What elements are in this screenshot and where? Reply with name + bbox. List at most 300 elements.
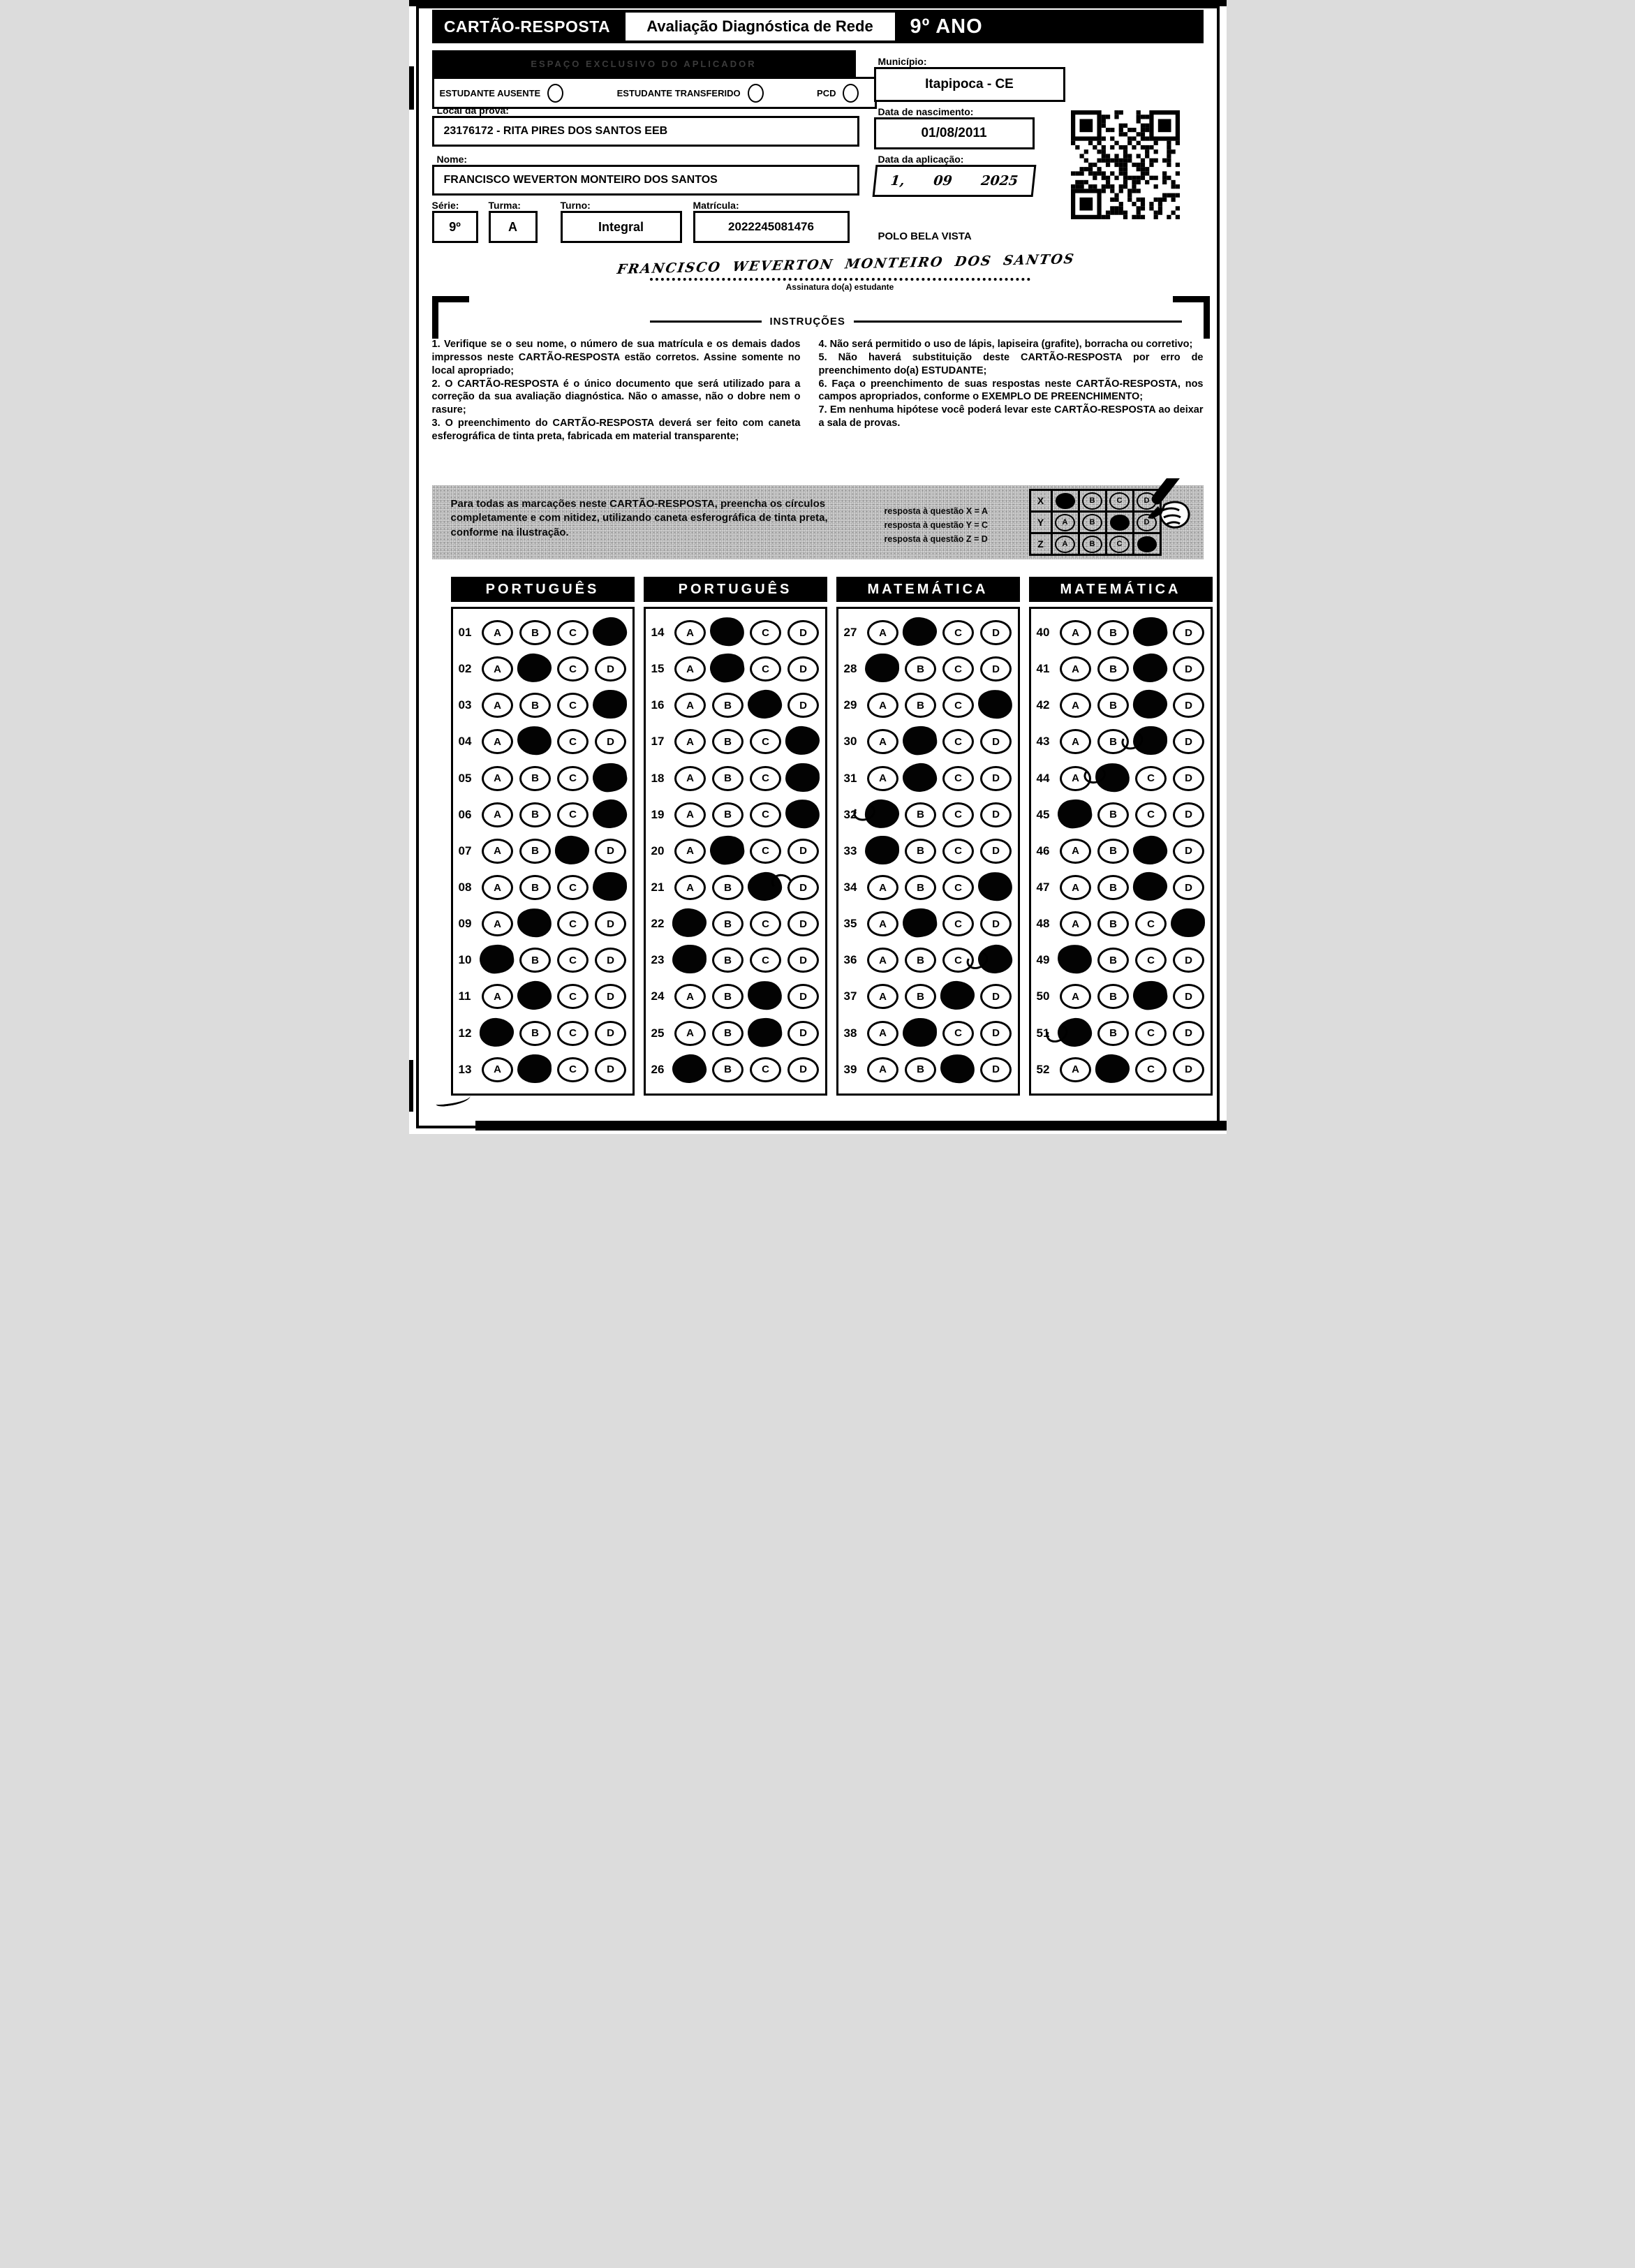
question-row-16 [651,693,822,718]
bubble-21-B[interactable]: B [712,875,743,900]
bubble-03-B[interactable]: B [519,693,551,718]
bubble-22-A[interactable] [674,911,706,936]
question-row-48 [1037,911,1208,936]
bubble-19-D[interactable] [787,802,819,827]
question-number: 23 [651,953,665,967]
bubble-33-A[interactable] [867,839,898,864]
bubble-45-B[interactable]: B [1097,802,1129,827]
bubble-16-D[interactable]: D [787,693,819,718]
bubble-49-B[interactable]: B [1097,948,1129,973]
bubble-26-B[interactable]: B [712,1057,743,1082]
example-cell [1051,513,1078,532]
bubble-03-C[interactable]: C [557,693,589,718]
bubble-15-D[interactable]: D [787,656,819,682]
bubble-14-C[interactable]: C [750,620,781,645]
bubble-39-A[interactable]: A [867,1057,898,1082]
matricula-field [693,211,850,243]
bubble-13-B[interactable] [519,1057,551,1082]
bubble-07-D[interactable]: D [595,839,626,864]
bubble-37-A[interactable]: A [867,984,898,1009]
bubble-43-C[interactable] [1135,729,1167,754]
pen-mark [517,1054,552,1084]
bubble-18-A[interactable]: A [674,766,706,791]
bubble-24-B[interactable]: B [712,984,743,1009]
question-number: 50 [1036,989,1050,1003]
bubble-22-D[interactable]: D [787,911,819,936]
bubble-09-B[interactable] [519,911,551,936]
bubble-46-C[interactable] [1135,839,1167,864]
bubble-48-C[interactable]: C [1135,911,1167,936]
bubble-36-D[interactable] [980,948,1012,973]
bubble-02-A[interactable]: A [482,656,513,682]
pen-mark [1131,979,1169,1012]
bubble-42-A[interactable]: A [1060,693,1091,718]
bubble-29-B[interactable]: B [905,693,936,718]
bubble-35-B[interactable] [905,911,936,936]
bubble-28-A[interactable] [867,656,898,682]
bubble-12-C[interactable]: C [557,1021,589,1046]
bubble-05-D[interactable] [595,766,626,791]
bubble-14-A[interactable]: A [674,620,706,645]
bubble-20-D[interactable]: D [787,839,819,864]
bubble-38-B[interactable] [905,1021,936,1046]
question-row-09 [459,911,630,936]
bubble-04-C[interactable]: C [557,729,589,754]
question-row-45 [1037,802,1208,827]
bubble-17-C[interactable]: C [750,729,781,754]
bubble-36-A[interactable]: A [867,948,898,973]
bubble-35-D[interactable]: D [980,911,1012,936]
answer-section-title: MATEMÁTICA [1029,577,1213,602]
status-option-circle[interactable] [547,84,563,103]
bubble-42-D[interactable]: D [1173,693,1204,718]
bubble-04-A[interactable]: A [482,729,513,754]
nome-label: Nome: [436,154,468,165]
question-row-10 [459,948,630,973]
bubble-51-C[interactable]: C [1135,1021,1167,1046]
bubble-08-B[interactable]: B [519,875,551,900]
pen-mark [864,835,899,865]
bubble-44-C[interactable]: C [1135,766,1167,791]
bubble-32-A[interactable] [867,802,898,827]
example-cell [1078,491,1105,510]
bubble-28-D[interactable]: D [980,656,1012,682]
bubble-12-B[interactable]: B [519,1021,551,1046]
bubble-25-B[interactable]: B [712,1021,743,1046]
bubble-49-A[interactable] [1060,948,1091,973]
pen-mark [1132,689,1169,720]
bubble-23-B[interactable]: B [712,948,743,973]
bubble-31-C[interactable]: C [942,766,974,791]
question-number: 45 [1036,807,1050,821]
bubble-30-A[interactable]: A [867,729,898,754]
bubble-40-B[interactable]: B [1097,620,1129,645]
answer-section-1 [451,577,635,1096]
bubble-44-D[interactable]: D [1173,766,1204,791]
bubble-38-A[interactable]: A [867,1021,898,1046]
local-field [432,116,859,147]
bubble-05-B[interactable]: B [519,766,551,791]
bubble-31-B[interactable] [905,766,936,791]
pen-mark [478,943,515,975]
bubble-25-C[interactable] [750,1021,781,1046]
bubble-47-C[interactable] [1135,875,1167,900]
question-row-49 [1037,948,1208,973]
bubble-49-D[interactable]: D [1173,948,1204,973]
status-option-circle[interactable] [748,84,764,103]
bubble-23-C[interactable]: C [750,948,781,973]
bubble-50-B[interactable]: B [1097,984,1129,1009]
bubble-07-C[interactable] [557,839,589,864]
rule-line [650,321,762,323]
pen-mark [1131,615,1169,648]
bubble-52-D[interactable]: D [1173,1057,1204,1082]
bubble-46-B[interactable]: B [1097,839,1129,864]
question-row-04 [459,729,630,754]
bubble-44-A[interactable]: A [1060,766,1091,791]
bubble-49-C[interactable]: C [1135,948,1167,973]
bubble-24-A[interactable]: A [674,984,706,1009]
turno-value: Integral [598,219,644,234]
bubble-07-A[interactable]: A [482,839,513,864]
bubble-11-A[interactable]: A [482,984,513,1009]
bubble-37-D[interactable]: D [980,984,1012,1009]
bubble-11-C[interactable]: C [557,984,589,1009]
pen-mark [1056,1017,1093,1048]
pen-mark [516,906,554,939]
bubble-29-C[interactable]: C [942,693,974,718]
bubble-16-C[interactable] [750,693,781,718]
pen-mark [591,760,628,793]
bubble-24-C[interactable] [750,984,781,1009]
status-option-label: ESTUDANTE AUSENTE [439,87,541,98]
bubble-01-D[interactable] [595,620,626,645]
question-row-41 [1037,656,1208,682]
bubble-36-B[interactable]: B [905,948,936,973]
question-number: 33 [843,844,857,857]
bubble-16-A[interactable]: A [674,693,706,718]
bubble-04-D[interactable]: D [595,729,626,754]
bubble-41-B[interactable]: B [1097,656,1129,682]
bubble-02-C[interactable]: C [557,656,589,682]
bubble-48-A[interactable]: A [1060,911,1091,936]
bubble-13-A[interactable]: A [482,1057,513,1082]
bubble-09-D[interactable]: D [595,911,626,936]
bubble-23-D[interactable]: D [787,948,819,973]
example-row-label: Y [1037,517,1044,528]
bubble-31-D[interactable]: D [980,766,1012,791]
bubble-42-B[interactable]: B [1097,693,1129,718]
question-row-28 [844,656,1015,682]
bubble-47-B[interactable]: B [1097,875,1129,900]
bubble-46-D[interactable]: D [1173,839,1204,864]
pen-mark [902,616,938,647]
bubble-16-B[interactable]: B [712,693,743,718]
bubble-46-A[interactable]: A [1060,839,1091,864]
bubble-34-C[interactable]: C [942,875,974,900]
bubble-48-B[interactable]: B [1097,911,1129,936]
bubble-17-B[interactable]: B [712,729,743,754]
question-number: 48 [1036,917,1050,931]
bubble-43-A[interactable]: A [1060,729,1091,754]
question-number: 06 [458,807,472,821]
bubble-50-D[interactable]: D [1173,984,1204,1009]
aplicacao-handwritten-part: 09 [932,173,953,189]
question-number: 43 [1036,735,1050,749]
signature-handwritten: FRANCISCO WEVERTON MONTEIRO DOS SANTOS [615,251,1076,277]
bubble-45-C[interactable]: C [1135,802,1167,827]
bubble-51-A[interactable] [1060,1021,1091,1046]
bubble-26-A[interactable] [674,1057,706,1082]
bubble-06-C[interactable]: C [557,802,589,827]
pen-mark [746,980,784,1012]
bubble-31-A[interactable]: A [867,766,898,791]
bubble-10-D[interactable]: D [595,948,626,973]
answer-section-3 [836,577,1020,1096]
bubble-33-B[interactable]: B [905,839,936,864]
bubble-20-A[interactable]: A [674,839,706,864]
question-number: 51 [1036,1026,1050,1040]
bubble-51-D[interactable]: D [1173,1021,1204,1046]
bubble-29-A[interactable]: A [867,693,898,718]
municipio-label: Município: [878,56,927,67]
bubble-02-B[interactable] [519,656,551,682]
bubble-27-A[interactable]: A [867,620,898,645]
bubble-33-D[interactable]: D [980,839,1012,864]
bubble-01-C[interactable]: C [557,620,589,645]
serie-value: 9º [449,219,461,234]
bubble-17-D[interactable] [787,729,819,754]
pen-mark [591,798,628,830]
question-number: 40 [1036,626,1050,640]
bubble-39-B[interactable]: B [905,1057,936,1082]
bubble-09-A[interactable]: A [482,911,513,936]
instructions-title: INSTRUÇÕES [769,316,845,327]
question-row-34 [844,875,1015,900]
bubble-14-D[interactable]: D [787,620,819,645]
bubble-09-C[interactable]: C [557,911,589,936]
question-number: 18 [651,771,665,785]
pen-mark [746,1015,783,1048]
example-cell [1078,534,1105,554]
pen-mark [1094,761,1132,794]
bubble-27-C[interactable]: C [942,620,974,645]
question-row-01 [459,620,630,645]
question-number: 21 [651,881,665,894]
bubble-17-A[interactable]: A [674,729,706,754]
bubble-36-C[interactable]: C [942,948,974,973]
bubble-06-B[interactable]: B [519,802,551,827]
bubble-37-C[interactable] [942,984,974,1009]
bubble-25-A[interactable]: A [674,1021,706,1046]
bubble-20-C[interactable]: C [750,839,781,864]
instructions-header [650,316,1182,327]
bubble-34-B[interactable]: B [905,875,936,900]
bubble-26-D[interactable]: D [787,1057,819,1082]
bubble-18-D[interactable] [787,766,819,791]
bubble-45-D[interactable]: D [1173,802,1204,827]
bubble-26-C[interactable]: C [750,1057,781,1082]
instruction-item: 2. O CARTÃO-RESPOSTA é o único documento que será utilizado para a correção da sua avaliação diagnóstica. Não o amasse, não o dobre nem o rasure; [431,378,801,416]
question-row-27 [844,620,1015,645]
bubble-27-B[interactable] [905,620,936,645]
question-number: 10 [458,953,472,967]
bubble-22-C[interactable]: C [750,911,781,936]
bubble-35-C[interactable]: C [942,911,974,936]
bubble-03-A[interactable]: A [482,693,513,718]
bubble-08-A[interactable]: A [482,875,513,900]
bubble-05-A[interactable]: A [482,766,513,791]
bubble-32-D[interactable]: D [980,802,1012,827]
bubble-40-C[interactable] [1135,620,1167,645]
example-bubble: B [1082,536,1102,553]
example-bubble: D [1137,514,1157,531]
bubble-52-A[interactable]: A [1060,1057,1091,1082]
bubble-01-A[interactable]: A [482,620,513,645]
pen-mark [1056,943,1094,975]
bubble-06-D[interactable] [595,802,626,827]
bubble-42-C[interactable] [1135,693,1167,718]
bubble-27-D[interactable]: D [980,620,1012,645]
bubble-50-C[interactable] [1135,984,1167,1009]
bubble-43-D[interactable]: D [1173,729,1204,754]
bubble-14-B[interactable] [712,620,743,645]
bubble-10-C[interactable]: C [557,948,589,973]
question-number: 19 [651,807,665,821]
question-number: 29 [843,698,857,712]
bubble-13-D[interactable]: D [595,1057,626,1082]
bubble-11-B[interactable] [519,984,551,1009]
bubble-41-D[interactable]: D [1173,656,1204,682]
matricula-label: Matrícula: [693,200,739,211]
bubble-11-D[interactable]: D [595,984,626,1009]
bubble-47-A[interactable]: A [1060,875,1091,900]
question-row-24 [651,984,822,1009]
question-row-30 [844,729,1015,754]
local-label: Local da prova: [436,105,509,116]
bubble-40-A[interactable]: A [1060,620,1091,645]
bubble-04-B[interactable] [519,729,551,754]
bubble-22-B[interactable]: B [712,911,743,936]
nascimento-field [874,117,1035,149]
bubble-19-B[interactable]: B [712,802,743,827]
bubble-45-A[interactable] [1060,802,1091,827]
bubble-30-B[interactable] [905,729,936,754]
example-cell [1078,513,1105,532]
bubble-28-C[interactable]: C [942,656,974,682]
fill-example-banner [432,485,1204,559]
question-row-18 [651,766,822,791]
bubble-52-B[interactable] [1097,1057,1129,1082]
bubble-20-B[interactable] [712,839,743,864]
bubble-07-B[interactable]: B [519,839,551,864]
bubble-15-B[interactable] [712,656,743,682]
bubble-23-A[interactable] [674,948,706,973]
bubble-15-C[interactable]: C [750,656,781,682]
question-number: 47 [1036,881,1050,894]
status-option-circle[interactable] [843,84,859,103]
answer-card-page [409,0,1227,1134]
question-row-08 [459,875,630,900]
bubble-19-C[interactable]: C [750,802,781,827]
answer-section-title: MATEMÁTICA [836,577,1020,602]
bubble-13-C[interactable]: C [557,1057,589,1082]
pen-mark [1132,834,1168,866]
bubble-05-C[interactable]: C [557,766,589,791]
bubble-51-B[interactable]: B [1097,1021,1129,1046]
bubble-50-A[interactable]: A [1060,984,1091,1009]
question-number: 22 [651,917,665,931]
bubble-34-D[interactable] [980,875,1012,900]
pen-mark [785,763,820,793]
bubble-08-C[interactable]: C [557,875,589,900]
bubble-10-A[interactable] [482,948,513,973]
bubble-06-A[interactable]: A [482,802,513,827]
bubble-08-D[interactable] [595,875,626,900]
bubble-21-D[interactable]: D [787,875,819,900]
bubble-43-B[interactable]: B [1097,729,1129,754]
bubble-33-C[interactable]: C [942,839,974,864]
bubble-41-C[interactable] [1135,656,1167,682]
bubble-38-C[interactable]: C [942,1021,974,1046]
example-answer-line: resposta à questão X = A [884,506,989,516]
question-row-05 [459,766,630,791]
bubble-37-B[interactable]: B [905,984,936,1009]
hand-with-pen-icon [1126,478,1190,542]
bubble-40-D[interactable]: D [1173,620,1204,645]
bubble-41-A[interactable]: A [1060,656,1091,682]
bubble-29-D[interactable] [980,693,1012,718]
bubble-35-A[interactable]: A [867,911,898,936]
bubble-03-D[interactable] [595,693,626,718]
example-filled-bubble [1056,493,1075,509]
pen-mark [1056,797,1093,830]
question-number: 15 [651,662,665,676]
bubble-18-C[interactable]: C [750,766,781,791]
bubble-48-D[interactable] [1173,911,1204,936]
bubble-02-D[interactable]: D [595,656,626,682]
bubble-24-D[interactable]: D [787,984,819,1009]
bubble-32-B[interactable]: B [905,802,936,827]
bubble-15-A[interactable]: A [674,656,706,682]
bubble-19-A[interactable]: A [674,802,706,827]
bubble-10-B[interactable]: B [519,948,551,973]
bubble-21-C[interactable] [750,875,781,900]
bubble-01-B[interactable]: B [519,620,551,645]
bubble-25-D[interactable]: D [787,1021,819,1046]
bubble-47-D[interactable]: D [1173,875,1204,900]
bubble-44-B[interactable] [1097,766,1129,791]
question-number: 05 [458,771,472,785]
bubble-34-A[interactable]: A [867,875,898,900]
bubble-21-A[interactable]: A [674,875,706,900]
status-option-label: ESTUDANTE TRANSFERIDO [616,87,741,98]
bubble-18-B[interactable]: B [712,766,743,791]
bubble-52-C[interactable]: C [1135,1057,1167,1082]
pen-mark [672,908,708,938]
bubble-38-D[interactable]: D [980,1021,1012,1046]
bubble-39-D[interactable]: D [980,1057,1012,1082]
qr-code [1071,110,1180,219]
bubble-30-D[interactable]: D [980,729,1012,754]
bubble-12-A[interactable] [482,1021,513,1046]
bubble-39-C[interactable] [942,1057,974,1082]
bubble-12-D[interactable]: D [595,1021,626,1046]
applicator-exclusive-bar [432,50,856,77]
bubble-32-C[interactable]: C [942,802,974,827]
bubble-28-B[interactable]: B [905,656,936,682]
bubble-30-C[interactable]: C [942,729,974,754]
